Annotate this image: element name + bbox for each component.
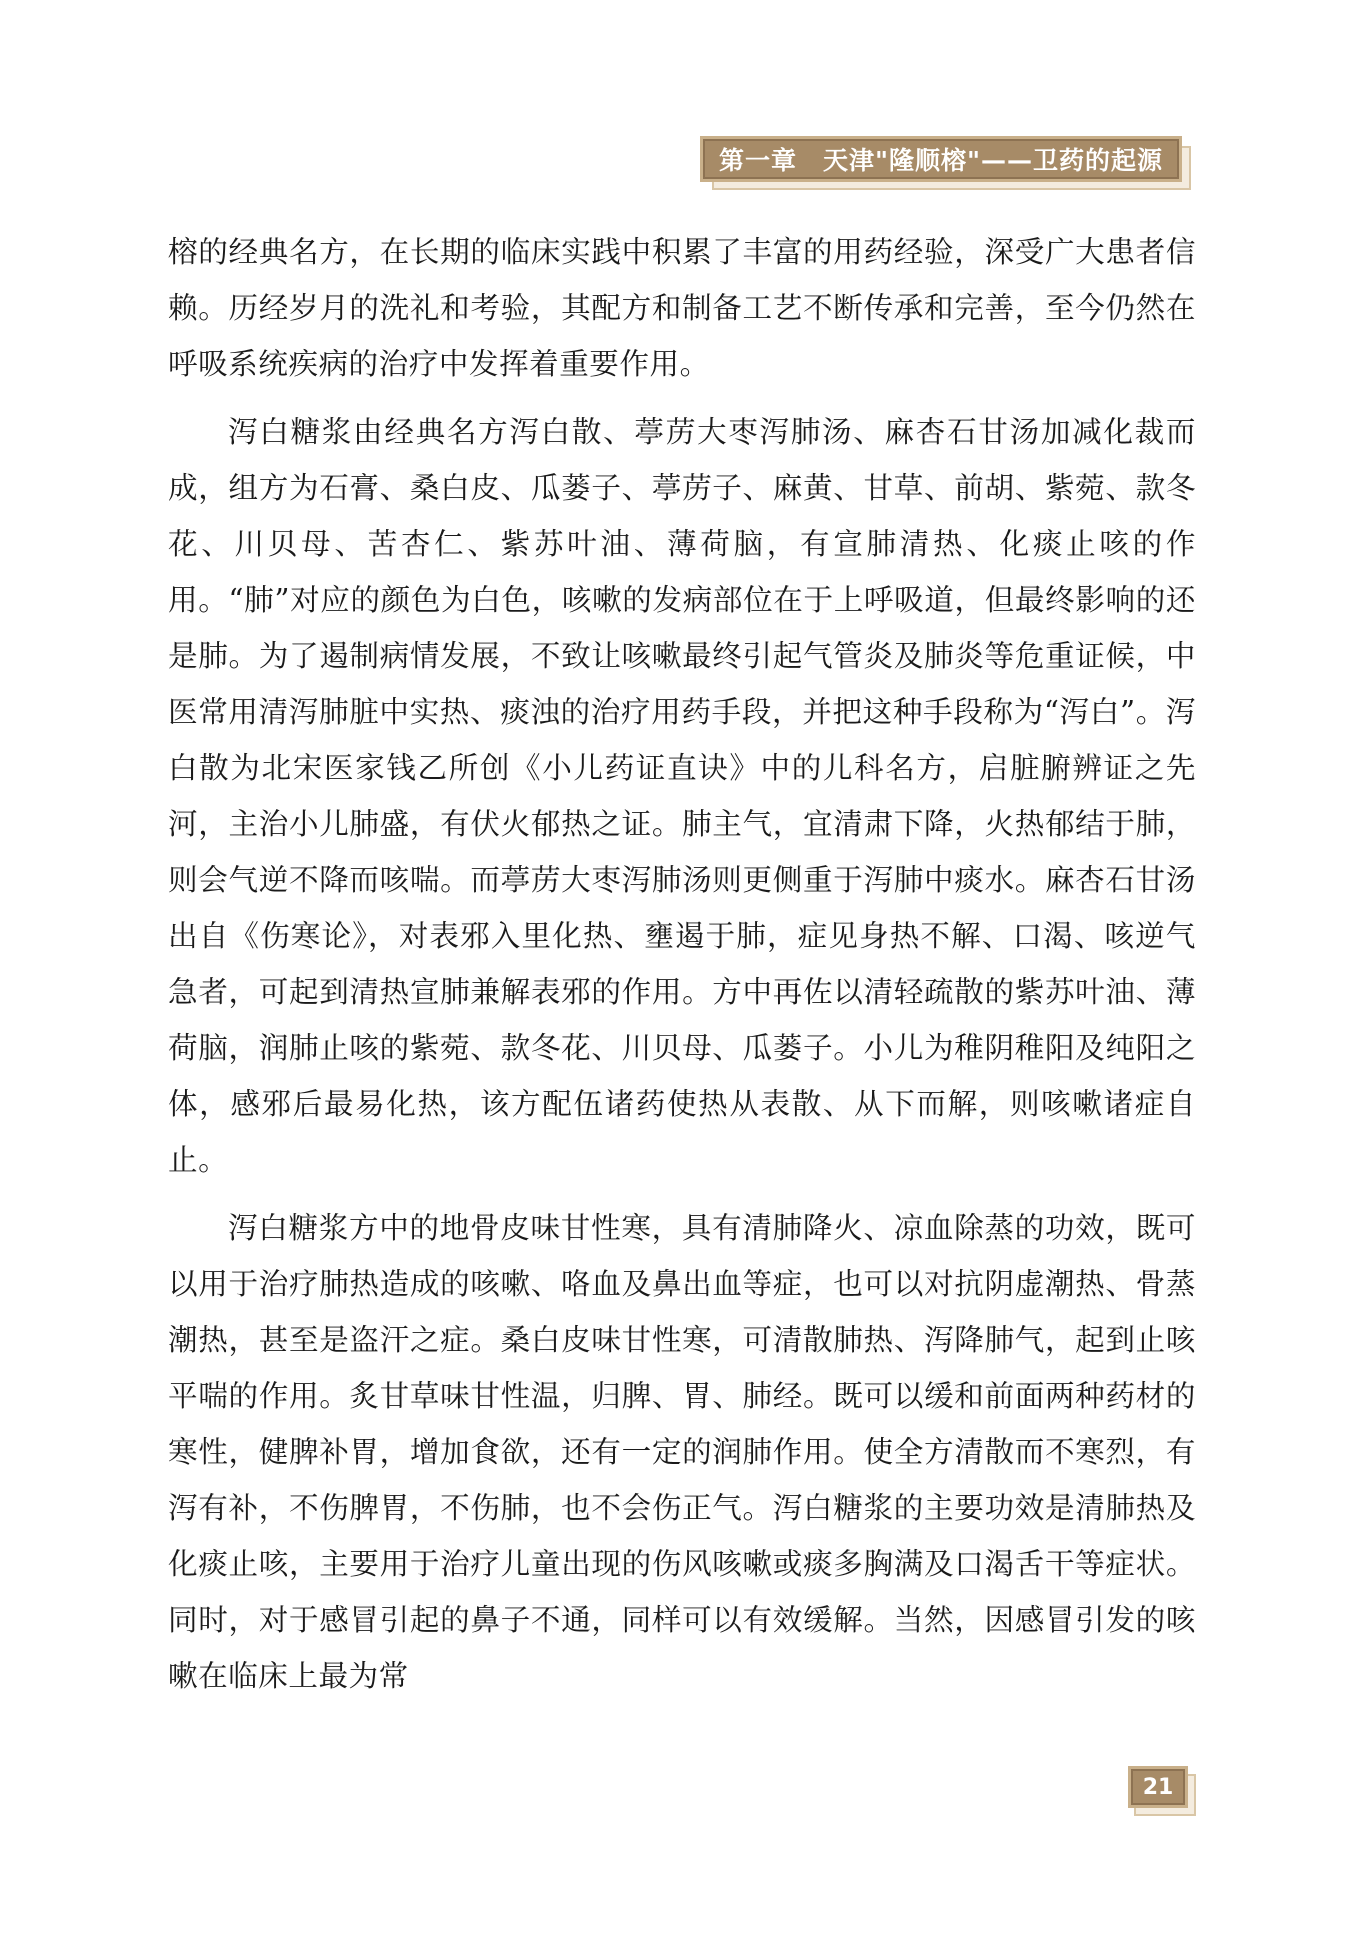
page-number-badge <box>1128 1766 1198 1818</box>
chapter-header-band <box>700 136 1193 192</box>
paragraph-xiebai-syrup-formula: 泻白糖浆由经典名方泻白散、葶苈大枣泻肺汤、麻杏石甘汤加减化裁而成，组方为石膏、桑白皮、瓜蒌子、葶苈子、麻黄、甘草、前胡、紫菀、款冬花、川贝母、苦杏仁、紫苏叶油、薄荷脑，有宣肺清热、化痰止咳的作用。“肺”对应的颜色为白色，咳嗽的发病部位在于上呼吸道，但最终影响的还是肺。为了遏制病情发展，不致让咳嗽最终引起气管炎及肺炎等危重证候，中医常用清泻肺脏中实热、痰浊的治疗用药手段，并把这种手段称为“泻白”。泻白散为北宋医家钱乙所创《小儿药证直诀》中的儿科名方，启脏腑辨证之先河，主治小儿肺盛，有伏火郁热之证。肺主气，宜清肃下降，火热郁结于肺，则会气逆不降而咳喘。而葶苈大枣泻肺汤则更侧重于泻肺中痰水。麻杏石甘汤出自《伤寒论》，对表邪入里化热、壅遏于肺，症见身热不解、口渴、咳逆气急者，可起到清热宣肺兼解表邪的作用。方中再佐以清轻疏散的紫苏叶油、薄荷脑，润肺止咳的紫菀、款冬花、川贝母、瓜蒌子。小儿为稚阴稚阳及纯阳之体，感邪后最易化热，该方配伍诸药使热从表散、从下而解，则咳嗽诸症自止。 <box>168 415 1196 1177</box>
paragraph-xiebai-syrup-ingredients: 泻白糖浆方中的地骨皮味甘性寒，具有清肺降火、凉血除蒸的功效，既可以用于治疗肺热造成的咳嗽、咯血及鼻出血等症，也可以对抗阴虚潮热、骨蒸潮热，甚至是盗汗之症。桑白皮味甘性寒，可清散肺热、泻降肺气，起到止咳平喘的作用。炙甘草味甘性温，归脾、胃、肺经。既可以缓和前面两种药材的寒性，健脾补胃，增加食欲，还有一定的润肺作用。使全方清散而不寒烈，有泻有补，不伤脾胃，不伤肺，也不会伤正气。泻白糖浆的主要功效是清肺热及化痰止咳，主要用于治疗儿童出现的伤风咳嗽或痰多胸满及口渴舌干等症状。同时，对于感冒引起的鼻子不通，同样可以有效缓解。当然，因感冒引发的咳嗽在临床上最为常 <box>168 1211 1196 1693</box>
chapter-title: 第一章 天津"隆顺榕"——卫药的起源 <box>718 146 1164 175</box>
body-text <box>168 224 1196 1716</box>
page-number: 21 <box>1142 1774 1174 1800</box>
chapter-header-box <box>700 136 1182 182</box>
paragraph-continued: 榕的经典名方，在长期的临床实践中积累了丰富的用药经验，深受广大患者信赖。历经岁月的洗礼和考验，其配方和制备工艺不断传承和完善，至今仍然在呼吸系统疾病的治疗中发挥着重要作用。 <box>168 235 1196 381</box>
page-number-box <box>1128 1766 1188 1808</box>
